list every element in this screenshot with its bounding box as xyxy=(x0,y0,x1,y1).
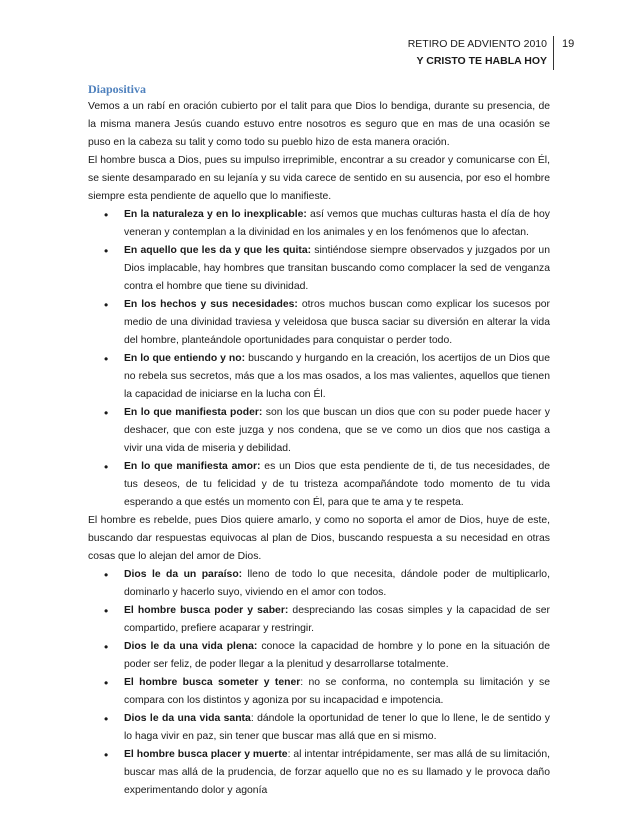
list-item xyxy=(124,350,550,404)
list-item xyxy=(124,458,550,512)
list-item-text: así vemos que muchas culturas hasta el día de hoy veneran y contemplan a la divinidad en los animales y en los fenómenos que lo afectan. xyxy=(124,209,550,238)
bullet-list xyxy=(88,206,550,512)
list-item-term: En lo que entiendo y no: xyxy=(124,353,246,364)
bullet-list xyxy=(88,566,550,800)
section-title: Diapositiva xyxy=(88,82,147,96)
list-item-term: El hombre busca placer y muerte xyxy=(124,749,288,760)
list-item xyxy=(124,566,550,602)
list-item-text: lleno de todo lo que necesita, dándole poder de multiplicarlo, dominarlo y hacerlo suyo, viviendo en el amor con todos. xyxy=(124,569,550,598)
page-number: 19 xyxy=(562,38,575,50)
list-item-term: Dios le da un paraíso: xyxy=(124,569,243,580)
list-item-term: En lo que manifiesta poder: xyxy=(124,407,263,418)
list-item-term: En lo que manifiesta amor: xyxy=(124,461,261,472)
list-item-text: despreciando las cosas simples y la capacidad de ser compartido, prefiere acaparar y restringir. xyxy=(124,605,550,634)
list-item-text: es un Dios que esta pendiente de ti, de tus necesidades, de tus deseos, de tu felicidad y de tu tristeza acompañándote todo momento de tu vida esperando a que estés un momento con Él, para que te ama y te respeta. xyxy=(124,461,551,508)
running-header xyxy=(408,36,554,70)
list-item-term: Dios le da una vida santa xyxy=(124,713,251,724)
list-item xyxy=(124,746,550,800)
paragraph: El hombre busca a Dios, pues su impulso irreprimible, encontrar a su creador y comunicarse con Él, se siente desamparado en su lejanía y su vida carece de sentido en su ausencia, por eso el hombre siempre esta pendiente de aquello que lo manifieste. xyxy=(88,155,550,202)
list-item xyxy=(124,296,550,350)
header-title: RETIRO DE ADVIENTO 2010 xyxy=(407,38,547,50)
list-item xyxy=(124,242,550,296)
paragraph: El hombre es rebelde, pues Dios quiere amarlo, y como no soporta el amor de Dios, huye de este, buscando dar respuestas equivocas al plan de Dios, buscando respuesta a su necesidad en otras cosas que lo alejan del amor de Dios. xyxy=(88,515,550,562)
list-item-term: En la naturaleza y en lo inexplicable: xyxy=(124,209,307,220)
list-item-text: : al intentar intrépidamente, ser mas allá de su limitación, buscar mas allá de la prudencia, de forzar aquello que no es su llamado y le provoca daño experimentando dolor y agonía xyxy=(124,749,550,796)
list-item xyxy=(124,206,550,242)
list-item-text: otros muchos buscan como explicar los sucesos por medio de una divinidad traviesa y veleidosa que busca saciar su diversión en alterar la vida del hombre, planteándole oportunidades para conquistar o perder todo. xyxy=(124,299,551,346)
list-item-text: conoce la capacidad de hombre y lo pone en la situación de poder ser feliz, de poder llegar a la plenitud y desarrollarse totalmente. xyxy=(124,641,550,670)
list-item-term: En aquello que les da y que les quita: xyxy=(124,245,312,256)
page-body xyxy=(88,80,550,800)
list-item xyxy=(124,674,550,710)
list-item-term: El hombre busca someter y tener xyxy=(124,677,301,688)
list-item-text: buscando y hurgando en la creación, los acertijos de un Dios que no rebela sus secretos, más que a los mas osados, a los mas valientes, aquellos que tienen la capacidad de iniciarse en la lucha con Él. xyxy=(124,353,550,400)
list-item xyxy=(124,602,550,638)
list-item-text: : dándole la oportunidad de tener lo que lo llene, le de sentido y lo haga vivir en paz, sin tener que buscar mas allá que en si mismo. xyxy=(124,713,551,742)
list-item xyxy=(124,710,550,746)
paragraph: Vemos a un rabí en oración cubierto por el talit para que Dios lo bendiga, durante su presencia, de la misma manera Jesús cuando estuvo entre nosotros es seguro que en mas de una ocasión se puso en la cabeza su talit y como todo su pueblo hizo de esta manera oración. xyxy=(88,101,550,148)
list-item-term: El hombre busca poder y saber: xyxy=(124,605,289,616)
list-item xyxy=(124,638,550,674)
list-item-text: sintiéndose siempre observados y juzgados por un Dios implacable, hay hombres que transitan buscando como complacer la sed de venganza contra el hombre que tiene su divinidad. xyxy=(124,245,550,292)
list-item-term: En los hechos y sus necesidades: xyxy=(124,299,298,310)
list-item xyxy=(124,404,550,458)
list-item-text: son los que buscan un dios que con su poder puede hacer y deshacer, que con este juzga y nos condena, que se ve como un dios que nos castiga a vivir una vida de miseria y debilidad. xyxy=(124,407,550,454)
list-item-term: Dios le da una vida plena: xyxy=(124,641,258,652)
header-subtitle: Y CRISTO TE HABLA HOY xyxy=(416,55,547,67)
list-item-text: : no se conforma, no contempla su limitación y se compara con los distintos y agoniza por su incapacidad e impotencia. xyxy=(124,677,550,706)
